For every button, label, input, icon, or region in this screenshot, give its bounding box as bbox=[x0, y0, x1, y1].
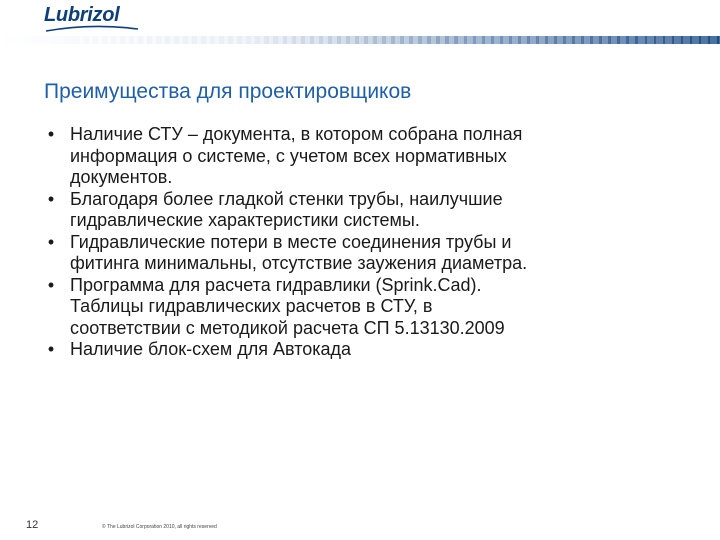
bullet-text-line: Благодаря более гладкой стенки трубы, наилучшие bbox=[70, 188, 503, 209]
bullet-text-line: соответствии с методикой расчета СП 5.13130.2009 bbox=[70, 317, 505, 338]
bullet-marker: • bbox=[47, 231, 55, 252]
logo-swoosh-icon bbox=[44, 24, 140, 34]
bullet-text-line: Таблицы гидравлических расчетов в СТУ, в bbox=[70, 296, 433, 316]
bullet-marker: • bbox=[47, 124, 55, 144]
bullet-item bbox=[44, 124, 704, 189]
page-number: 12 bbox=[26, 519, 39, 531]
bullet-text-line: Наличие СТУ – документа, в котором собрана полная bbox=[70, 124, 523, 144]
bullet-marker: • bbox=[47, 339, 55, 359]
header-band bbox=[0, 36, 720, 44]
bullet-text-line: Наличие блок-схем для Автокада bbox=[70, 339, 352, 359]
bullet-text-line: фитинга минимальны, отсутствие заужения диаметра. bbox=[70, 253, 528, 273]
slide-title: Преимущества для проектировщиков bbox=[44, 80, 412, 103]
logo-wordmark: Lubrizol bbox=[44, 4, 120, 26]
copyright-notice: © The Lubrizol Corporation 2010, all rights reserved bbox=[102, 524, 217, 530]
bullet-text-line: информация о системе, с учетом всех нормативных bbox=[70, 145, 507, 166]
bullet-text-line: гидравлические характеристики системы. bbox=[70, 210, 420, 230]
bullet-marker: • bbox=[47, 274, 55, 295]
bullet-marker: • bbox=[47, 188, 55, 209]
lubrizol-logo bbox=[44, 4, 140, 34]
bullet-item bbox=[44, 232, 704, 275]
bullet-item bbox=[44, 339, 704, 361]
bullet-item bbox=[44, 189, 704, 232]
bullet-list bbox=[44, 124, 704, 361]
bullet-text-line: документов. bbox=[70, 167, 173, 187]
bullet-item bbox=[44, 275, 704, 340]
bullet-text-line: Программа для расчета гидравлики (Sprink.Cad). bbox=[70, 274, 482, 295]
bullet-text-line: Гидравлические потери в месте соединения трубы и bbox=[70, 231, 512, 252]
